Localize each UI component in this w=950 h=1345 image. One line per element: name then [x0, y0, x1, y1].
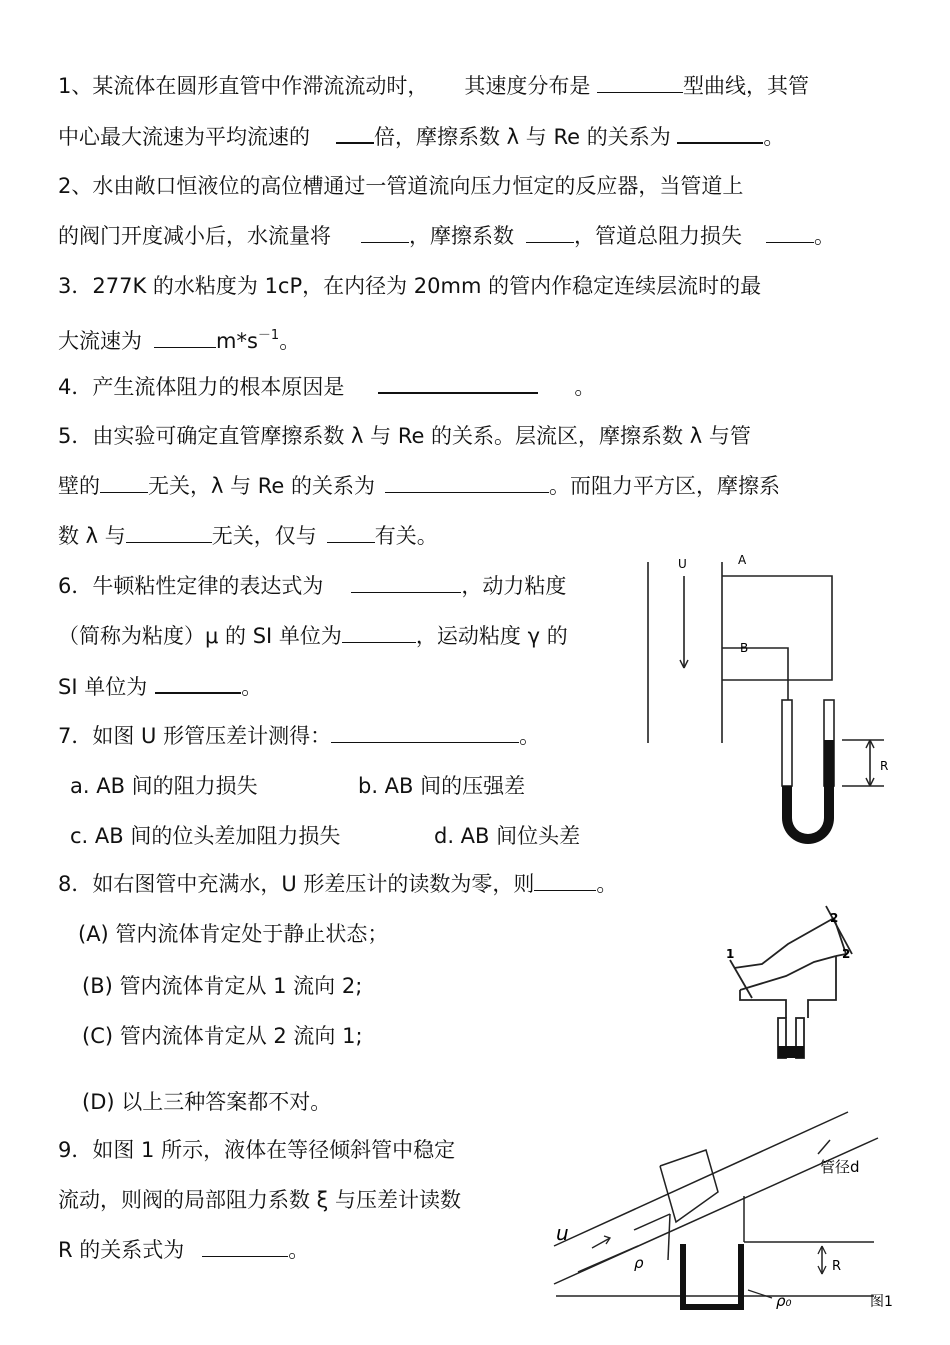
q8-option-b[interactable]: (B) 管内流体肯定从 1 流向 2;	[82, 974, 363, 998]
fig-q9-inclined-pipe	[548, 1100, 918, 1315]
q6-line3: SI 单位为 。	[58, 672, 262, 701]
q8-option-d[interactable]: (D) 以上三种答案都不对。	[82, 1090, 332, 1114]
q2-line1: 2、水由敞口恒液位的高位槽通过一管道流向压力恒定的反应器，当管道上	[58, 174, 744, 198]
q6-blank-expression[interactable]	[351, 572, 461, 593]
q2-blank-flow[interactable]	[361, 222, 409, 243]
q9-blank-relation[interactable]	[202, 1236, 288, 1257]
q6-line1: 6．牛顿粘性定律的表达式为 ，动力粘度	[58, 574, 567, 598]
fig-q7-label-a: A	[738, 553, 747, 567]
q3-line2: 大流速为 $m*s^{-1}$。	[58, 328, 301, 353]
fig-q7-manometer	[640, 548, 900, 848]
q5-line3: 数 λ 与 无关，仅与 有关。	[58, 524, 438, 548]
q5-line2: 壁的 无关，λ 与 Re 的关系为 。而阻力平方区，摩擦系	[58, 474, 781, 498]
fig-q8-label-2b: 2	[842, 947, 851, 961]
q4-blank-cause[interactable]	[378, 372, 538, 394]
q1-blank-curve[interactable]	[597, 72, 683, 93]
q1-line2: 中心最大流速为平均流速的 倍，摩擦系数 λ 与 Re 的关系为 。	[58, 122, 784, 151]
fig-q9-label-rho0: ρ₀	[776, 1292, 792, 1310]
q7-option-b[interactable]: b. AB 间的压强差	[358, 774, 526, 798]
fig-q8-pipe	[722, 904, 862, 1074]
q5-line1: 5．由实验可确定直管摩擦系数 λ 与 Re 的关系。层流区，摩擦系数 λ 与管	[58, 424, 751, 448]
q2-blank-loss[interactable]	[766, 222, 814, 243]
q7-option-a[interactable]: a. AB 间的阻力损失	[70, 774, 258, 798]
q9-line3: R 的关系式为 。	[58, 1238, 310, 1262]
fig-q9-label-d: 管径d	[820, 1158, 860, 1176]
q7-line1: 7．如图 U 形管压差计测得： 。	[58, 724, 541, 748]
fig-q9-label-rho: ρ	[634, 1254, 644, 1272]
fig-q9-label-r: R	[832, 1259, 842, 1274]
q5-blank-related[interactable]	[327, 522, 375, 543]
q2-line2: 的阀门开度减小后，水流量将 ，摩擦系数 ，管道总阻力损失 。	[58, 224, 835, 248]
q4-line1: 4．产生流体阻力的根本原因是 。	[58, 372, 595, 401]
q2-blank-friction[interactable]	[526, 222, 574, 243]
fig-q7-label-b: B	[740, 641, 749, 655]
q8-line1: 8．如右图管中充满水，U 形差压计的读数为零，则 。	[58, 872, 618, 896]
fig-q9-label-u: u	[556, 1221, 569, 1245]
q3-line1: 3．277K 的水粘度为 1cP，在内径为 20mm 的管内作稳定连续层流时的最	[58, 274, 762, 298]
fig-q9-caption: 图1	[870, 1294, 893, 1310]
q5-blank-independent[interactable]	[126, 522, 212, 543]
q8-blank-answer[interactable]	[534, 870, 596, 891]
fig-q7-label-u: U	[678, 557, 687, 571]
q1-blank-relation[interactable]	[677, 122, 763, 144]
q9-line2: 流动，则阀的局部阻力系数 ξ 与压差计读数	[58, 1188, 462, 1212]
q1-line1: 1、某流体在圆形直管中作滞流流动时， 其速度分布是 型曲线，其管	[58, 74, 810, 98]
fig-q8-label-1: 1	[726, 947, 735, 961]
q1-blank-ratio[interactable]	[336, 122, 374, 144]
q6-blank-gamma-unit[interactable]	[155, 672, 241, 694]
q6-line2: （简称为粘度）μ 的 SI 单位为 ，运动粘度 γ 的	[58, 624, 568, 648]
q7-blank-answer[interactable]	[331, 722, 519, 743]
q8-option-c[interactable]: (C) 管内流体肯定从 2 流向 1;	[82, 1024, 363, 1048]
q7-option-c[interactable]: c. AB 间的位头差加阻力损失	[70, 824, 341, 848]
q9-line1: 9．如图 1 所示，液体在等径倾斜管中稳定	[58, 1138, 456, 1162]
fig-q7-label-r: R	[880, 759, 889, 773]
q3-blank-velocity[interactable]	[154, 327, 216, 348]
q6-blank-mu-unit[interactable]	[342, 622, 416, 643]
fig-q8-label-2a: 2	[830, 911, 839, 925]
q5-blank-wall[interactable]	[100, 472, 148, 493]
q7-option-d[interactable]: d. AB 间位头差	[434, 824, 581, 848]
q8-option-a[interactable]: (A) 管内流体肯定处于静止状态；	[78, 922, 389, 946]
q5-blank-relation[interactable]	[385, 472, 549, 493]
